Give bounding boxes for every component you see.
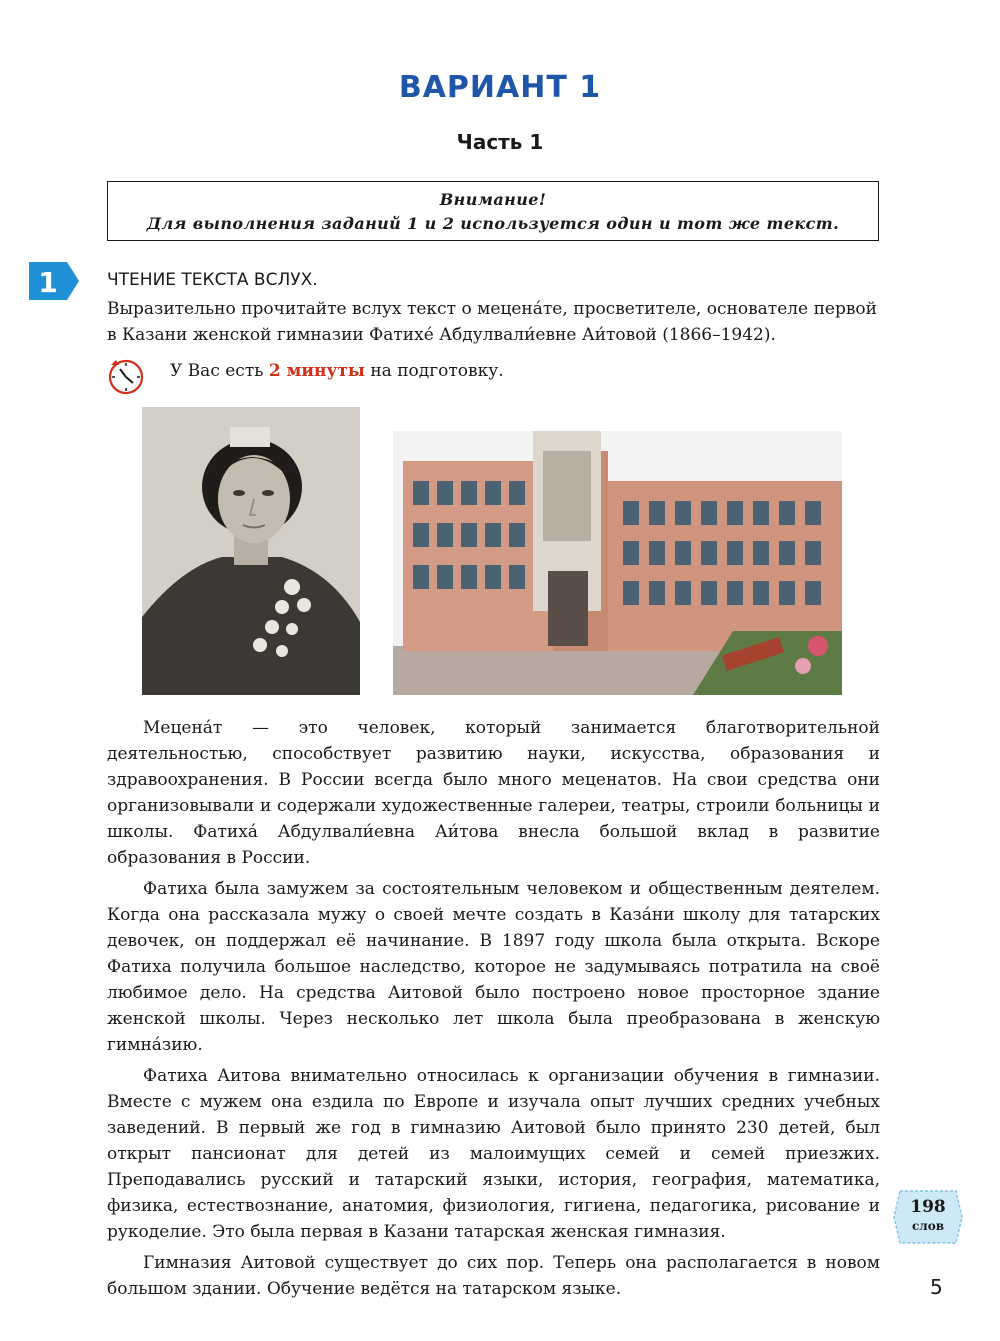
task-number: 1 xyxy=(38,266,58,299)
preparation-time-note: У Вас есть 2 минуты на подготовку. xyxy=(170,361,504,381)
attention-label: Внимание! xyxy=(439,190,547,209)
part-title: Часть 1 xyxy=(456,130,544,154)
task-heading: ЧТЕНИЕ ТЕКСТА ВСЛУХ. xyxy=(107,270,318,290)
word-count: 198 xyxy=(910,1197,946,1217)
word-count-unit: слов xyxy=(911,1219,945,1233)
portrait-photo xyxy=(142,407,360,695)
task-intro: Выразительно прочитайте вслух текст о мецена́те, просветителе, основателе первой в Казани женской гимназии Фатихе́ Абдулвали́евне Аи́товой (1866–1942). xyxy=(107,299,877,345)
variant-title: ВАРИАНТ 1 xyxy=(398,70,602,105)
passage-paragraph: Мецена́т — это человек, который занимается благотворительной деятельностью, способствует развитию науки, искусства, образования и здравоохранения. В России всегда было много меценатов. На свои средства они организовывали и содержали художественные галереи, театры, строили больницы и школы. Фатиха́ Абдулвали́евна Аи́това внесла большой вклад в развитие образования в России. xyxy=(107,718,880,868)
preparation-time: 2 минуты xyxy=(268,361,365,381)
passage-paragraph: Гимназия Аитовой существует до сих пор. Теперь она располагается в новом большом здании. Обучение ведётся на татарском языке. xyxy=(107,1253,880,1299)
task-number-badge xyxy=(29,262,79,300)
attention-box xyxy=(107,181,879,241)
page-number: 5 xyxy=(930,1275,943,1299)
passage-paragraph: Фатиха Аитова внимательно относилась к организации обучения в гимназии. Вместе с мужем она ездила по Европе и изучала опыт лучших средних учебных заведений. В первый же год в гимназию Аитовой было принято 230 детей, был открыт пансионат для детей из малоимущих семей и семей приезжих. Преподавались русский и татарский языки, история, география, математика, физика, естествознание, анатомия, физиология, гигиена, педагогика, рисование и рукоделие. Это была первая в Казани татарская женская гимназия. xyxy=(107,1066,880,1242)
passage-paragraph: Фатиха была замужем за состоятельным человеком и общественным деятелем. Когда она рассказала мужу о своей мечте создать в Каза́ни школу для татарских девочек, он поддержал её начинание. В 1897 году школа была открыта. Вскоре Фатиха получила большое наследство, которое не задумываясь потратила на своё любимое дело. На средства Аитовой было построено новое просторное здание женской школы. Через несколько лет школа была преобразована в женскую гимна́зию. xyxy=(107,879,880,1055)
passage-text xyxy=(107,715,880,1307)
gymnasium-building-photo xyxy=(393,431,842,695)
attention-text: Для выполнения заданий 1 и 2 используется один и тот же текст. xyxy=(146,214,840,233)
clock-icon xyxy=(106,356,150,396)
